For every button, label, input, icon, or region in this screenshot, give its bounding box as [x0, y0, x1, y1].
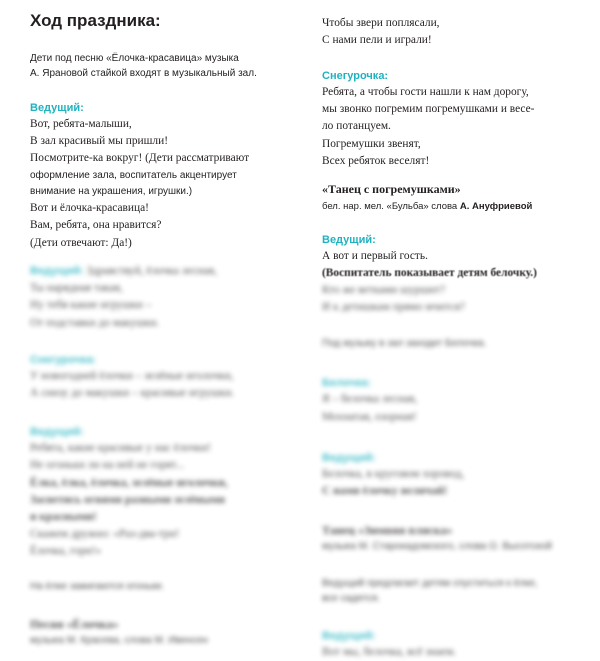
host-speech	[30, 116, 298, 252]
role-label-host: Ведущий:	[322, 234, 376, 246]
intro-line: А. Ярановой стайкой входят в музыкальный зал.	[30, 68, 257, 79]
verse-line: Вот и ёлочка-красавица!	[30, 202, 149, 215]
page-title: Ход праздника:	[30, 11, 161, 30]
blurred-line: Ведущий: Здравствуй, ёлочка лесная,	[30, 265, 217, 277]
role-label-host: Ведущий:	[30, 102, 84, 114]
stage-direction: (Воспитатель показывает детям белочку.)	[322, 267, 537, 280]
verse-line: Чтобы звери поплясали,	[322, 17, 440, 29]
verse-line: Вот, ребята-малыши,	[30, 118, 132, 130]
verse-line: мы звонко погремим погремушками и весе-	[322, 103, 535, 116]
song-title: «Танец с погремушками»	[322, 182, 461, 196]
verse-line: Ребята, а чтобы гости нашли к нам дорогу,	[322, 86, 529, 98]
verse-line: ло потанцуем.	[322, 120, 391, 133]
intro-line: Дети под песню «Ёлочка-красавица» музыка	[30, 53, 239, 64]
verse-line: В зал красивый мы пришли!	[30, 135, 168, 148]
blurred-section-right: Кто же ветками шуршит? И к детишкам прямо мчится? Под музыку в зал заходит Белочка. Белочка: Я – белочка лесная, Мохнатая, озорная! Ведущий: Белочка, в круговом хоровод, С нами ёлочку величай! Танец «Зимняя пляска» музыка М. Старокадомского, слова О. Высотской Ведущий предлагает детям спуститься к ёлке, все садятся. Ведущий: Вот мы, белочка, всё знаем.	[322, 284, 552, 659]
verse-line: Погремушки звенят,	[322, 137, 421, 150]
intro-text	[30, 51, 298, 81]
host-speech	[322, 248, 582, 282]
verse-line: Вам, ребята, она нравится?	[30, 219, 162, 232]
role-label-snegurochka: Снегурочка:	[322, 70, 389, 82]
blurred-section-left: Ведущий: Здравствуй, ёлочка лесная, Ты нарядная такая, Ну тебя какие игрушки – От подставки до макушки. Снегурочка: У новогодней ёлочки – зелёные иголочки, А снизу до макушки – красивые игрушки. Ведущий: Ребята, какие красивые у нас ёлочки! Не огоньки ли на ней не горят... Ёлка, ёлка, ёлочка, зелёные иголочки, Засветись огнями разными зелёными и красными! Скажем дружно: «Раз-два-три! Ёлочка, гори!» На ёлке зажигаются огоньки. Песня «Ёлочка» музыка М. Красева, слова М. Ивенсен	[30, 263, 298, 648]
verse-line: (Дети отвечают: Да!)	[30, 236, 132, 249]
verse-line: С нами пели и играли!	[322, 34, 432, 47]
verse-line: А вот и первый гость.	[322, 250, 428, 262]
snegurochka-speech	[322, 84, 582, 170]
verse-block	[322, 15, 582, 49]
verse-line: Всех ребяток веселят!	[322, 154, 430, 167]
stage-direction: внимание на украшения, игрушки.)	[30, 185, 193, 197]
song-credit: бел. нар. мел. «Бульба» слова А. Ануфриевой	[322, 201, 533, 212]
verse-line: Посмотрите-ка вокруг! (Дети рассматривают	[30, 152, 250, 165]
stage-direction: оформление зала, воспитатель акцентирует	[30, 169, 237, 181]
